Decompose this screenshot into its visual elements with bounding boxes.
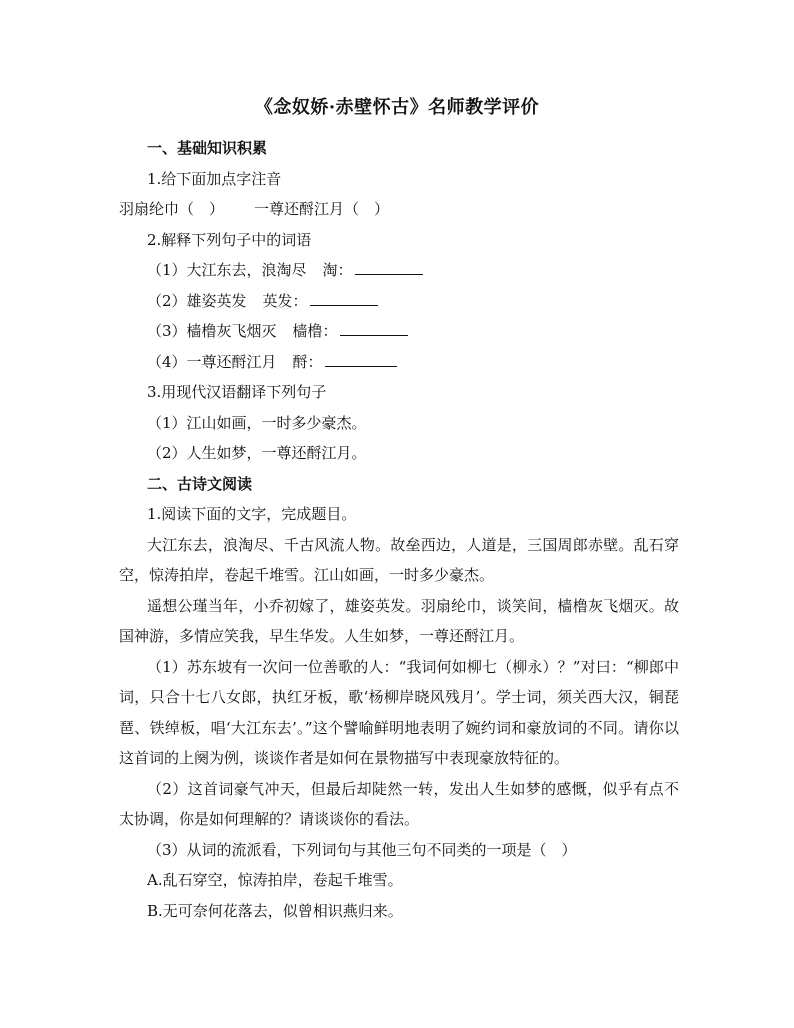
poem-paragraph-2: 遥想公瑾当年，小乔初嫁了，雄姿英发。羽扇纶巾，谈笑间，樯橹灰飞烟灭。故国神游，多情应笑我，早生华发。人生如梦，一尊还酹江月。	[119, 596, 679, 645]
explain-item-1: （1）大江东去，浪淘尽 淘：	[119, 255, 679, 286]
section-heading-basics: 一、基础知识积累	[147, 139, 268, 157]
answer-blank[interactable]	[340, 321, 408, 336]
option-a: A.乱石穿空，惊涛拍岸，卷起千堆雪。	[147, 871, 403, 889]
explain-item-2: （2）雄姿英发 英发：	[119, 286, 679, 317]
page-title: 《念奴娇·赤壁怀古》名师教学评价	[254, 97, 540, 118]
poem-paragraph-1: 大江东去，浪淘尽、千古风流人物。故垒西边，人道是，三国周郎赤壁。乱石穿空，惊涛拍岸，卷起千堆雪。江山如画，一时多少豪杰。	[119, 535, 679, 584]
section-heading-reading: 二、古诗文阅读	[147, 474, 253, 493]
sub-question-2: （2）这首词豪气冲天，但最后却陡然一转，发出人生如梦的感慨，似乎有点不太协调，你是如何理解的？请谈谈你的看法。	[119, 779, 679, 828]
explain-item-3: （3）樯橹灰飞烟灭 樯橹：	[119, 316, 679, 347]
translate-item-2: （2）人生如梦，一尊还酹江月。	[147, 444, 367, 462]
explain-item-4: （4）一尊还酹江月 酹：	[119, 347, 679, 378]
option-b: B.无可奈何花落去，似曾相识燕归来。	[147, 901, 403, 920]
pinyin-item-b: 一尊还酹江月（ ）	[254, 200, 390, 218]
question-2-label: 2.解释下列句子中的词语	[147, 230, 312, 249]
reading-question-label: 1.阅读下面的文字，完成题目。	[147, 505, 357, 523]
question-1-label: 1.给下面加点字注音	[147, 169, 282, 188]
question-1-items	[119, 194, 679, 225]
answer-blank[interactable]	[310, 291, 378, 306]
sub-question-1: （1）苏东坡有一次问一位善歌的人：“我词何如柳七（柳永）？”对曰：“柳郎中词，只合十七八女郎，执红牙板，歌‘杨柳岸晓风残月’。学士词，须关西大汉，铜琵琶、铁绰板，唱‘大江东去’。”这个譬喻鲜明地表明了婉约词和豪放词的不同。请你以这首词的上阕为例，谈谈作者是如何在景物描写中表现豪放特征的。	[119, 657, 679, 767]
answer-blank[interactable]	[355, 260, 423, 275]
translate-item-1: （1）江山如画，一时多少豪杰。	[147, 413, 367, 432]
pinyin-item-a: 羽扇纶巾（ ）	[119, 200, 225, 218]
question-3-label: 3.用现代汉语翻译下列句子	[147, 383, 327, 401]
answer-blank[interactable]	[325, 352, 397, 367]
sub-question-3: （3）从词的流派看，下列词句与其他三句不同类的一项是（ ）	[147, 840, 577, 859]
document-body	[119, 133, 679, 926]
